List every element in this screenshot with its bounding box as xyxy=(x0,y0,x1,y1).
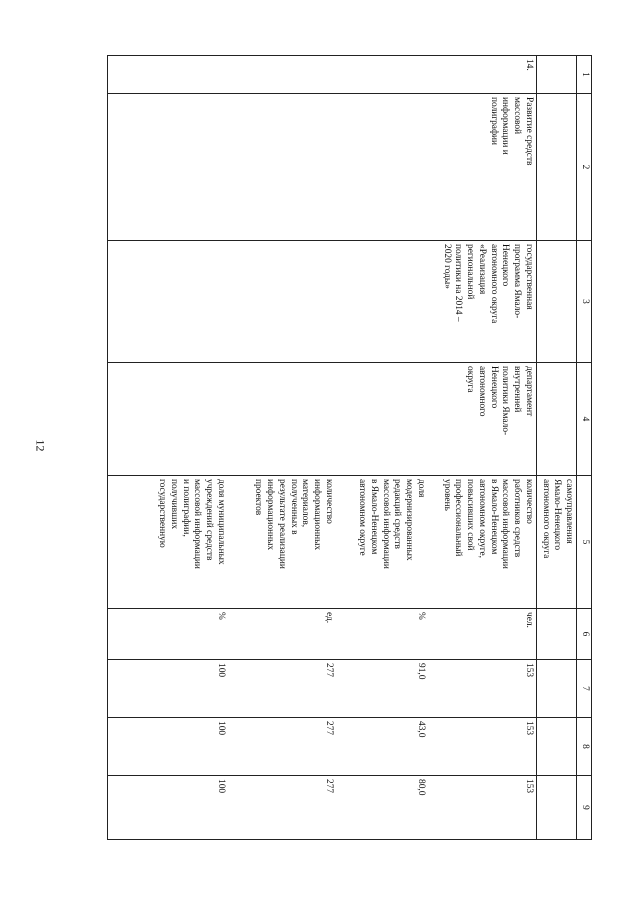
col-header: 1 xyxy=(577,56,592,94)
value-cell: 277 xyxy=(324,663,334,678)
page-number: 12 xyxy=(33,439,48,452)
col-header: 8 xyxy=(577,718,592,776)
indicator-cell xyxy=(108,476,537,609)
col7-cell xyxy=(108,660,537,718)
measure-name xyxy=(108,94,537,241)
value-cell: 277 xyxy=(324,779,334,794)
measure-name-text: Развитие средств массовой информации и полиграфии xyxy=(488,97,534,166)
value-cell: 277 xyxy=(324,721,334,736)
indicator-text: количество информационных материалов, полученных в результате реализации информационных проектов xyxy=(253,479,334,569)
program-cell xyxy=(108,241,537,363)
value-cell: 153 xyxy=(524,721,534,736)
value-cell: 100 xyxy=(216,779,226,794)
value-cell: 43,0 xyxy=(416,721,426,738)
value-cell: 153 xyxy=(524,779,534,794)
executor-cell xyxy=(108,363,537,476)
unit-value: % xyxy=(416,612,426,620)
indicators-table xyxy=(107,55,592,840)
unit-value: чел. xyxy=(524,612,534,628)
table-row xyxy=(108,56,537,840)
column-number-row xyxy=(577,56,592,840)
unit-value: ед. xyxy=(324,612,334,624)
indicator-text: количество работников средств массовой информации в Ямало-Ненецком автономном округе, повысивших свой профессиональный уровень xyxy=(441,479,534,569)
continuation-row xyxy=(537,56,577,840)
indicator-text: доля муниципальных учреждений средств массовой информации и полиграфии, получивших государственную xyxy=(157,479,226,569)
continuation-label: самоуправления Ямало-Ненецкого автономного округа xyxy=(540,479,575,559)
unit-cell xyxy=(108,609,537,660)
col-header: 7 xyxy=(577,660,592,718)
value-cell: 153 xyxy=(524,663,534,678)
row-number: 14. xyxy=(108,56,537,94)
col-header: 6 xyxy=(577,609,592,660)
continuation-text xyxy=(537,476,577,609)
col-header: 9 xyxy=(577,776,592,840)
value-cell: 80,0 xyxy=(416,779,426,796)
program-text: государственная программа Ямало- Ненецкого автономного округа «Реализация региональной политики на 2014 – 2020 годы» xyxy=(441,244,534,324)
value-cell: 91,0 xyxy=(416,663,426,680)
col9-cell xyxy=(108,776,537,840)
col-header: 4 xyxy=(577,363,592,476)
col-header: 3 xyxy=(577,241,592,363)
col-header: 2 xyxy=(577,94,592,241)
value-cell: 100 xyxy=(216,721,226,736)
executor-text: департамент внутренней политики Ямало- Ненецкого автономного округа xyxy=(465,366,534,436)
col-header: 5 xyxy=(577,476,592,609)
unit-value: % xyxy=(216,612,226,620)
indicator-text: доля модернизированных редакций средств массовой информации в Ямало-Ненецком автономном округе xyxy=(357,479,426,569)
value-cell: 100 xyxy=(216,663,226,678)
col8-cell xyxy=(108,718,537,776)
